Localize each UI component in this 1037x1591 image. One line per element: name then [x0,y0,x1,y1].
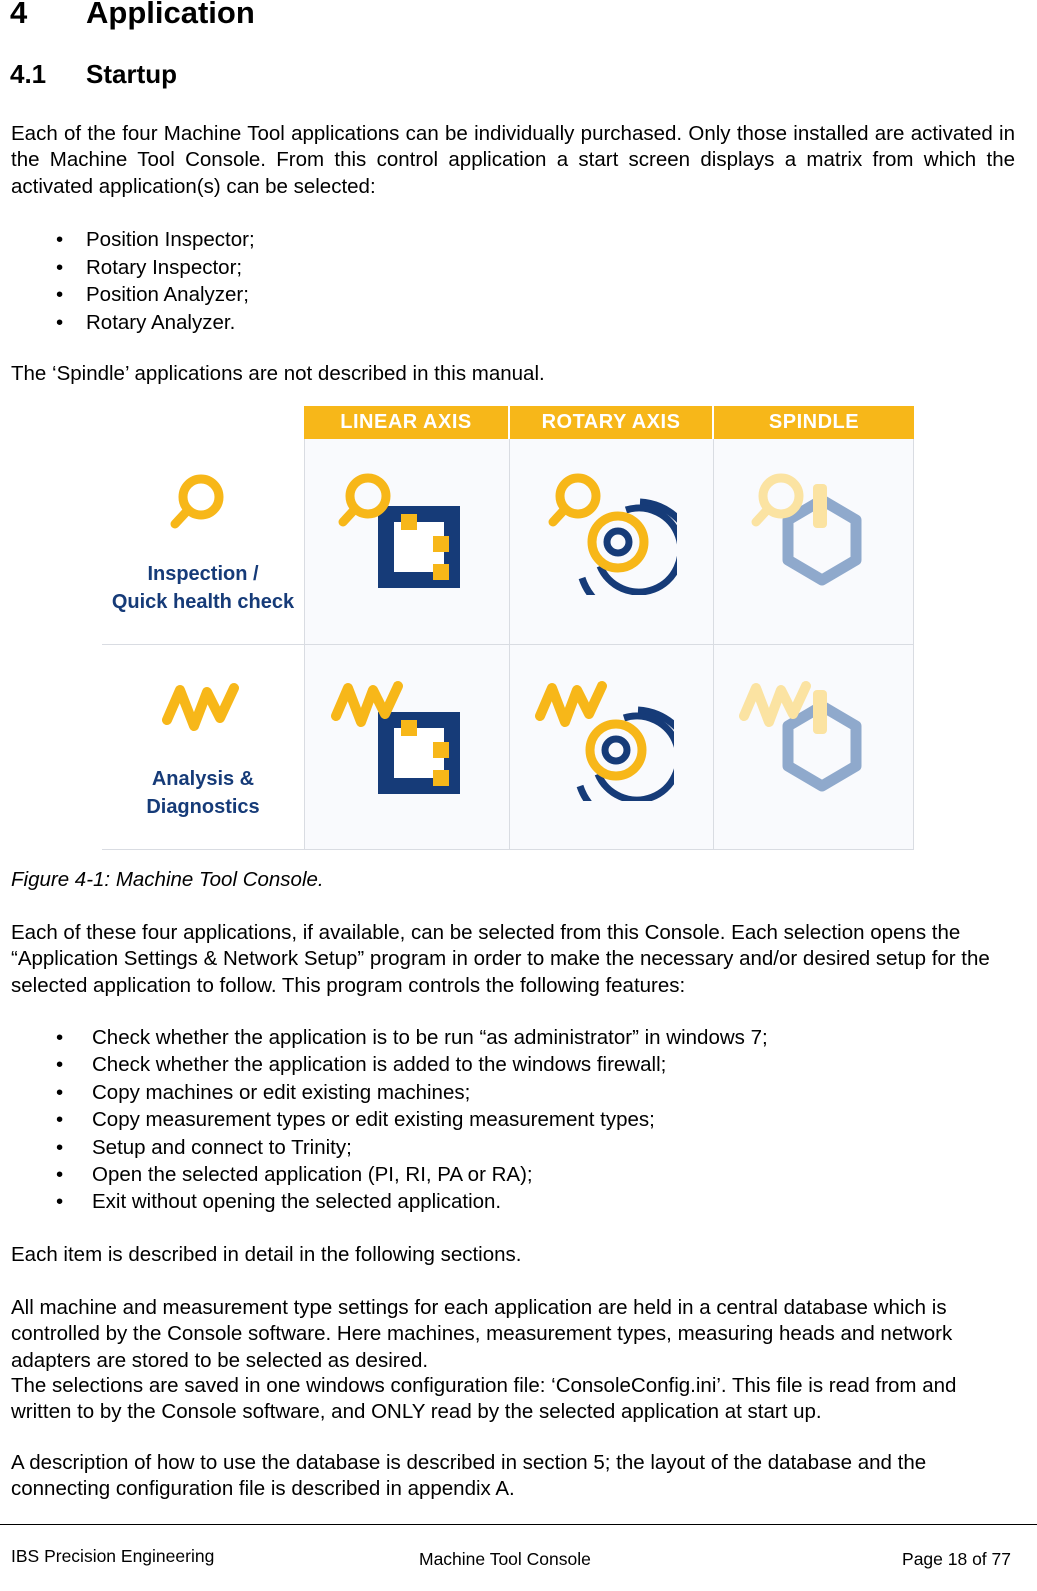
list-item-text: Check whether the application is added to the windows firewall; [92,1053,667,1077]
footer-divider [0,1524,1037,1525]
list-item-text: Position Analyzer; [86,283,249,307]
details-paragraph: Each item is described in detail in the following sections. [11,1243,522,1266]
section-title: Application [86,0,255,30]
footer-page-number: Page 18 of 77 [902,1549,1011,1569]
bullet: • [56,255,64,279]
list-item [0,1051,1000,1078]
after-figure-paragraph: Each of these four applications, if available, can be selected from this Console. Each selection opens the “Application Settings & Network Setup” program in order to make the necessary and/or desired setup for the selected application to follow. This program controls the following features: [11,921,990,997]
list-item-text: Copy measurement types or edit existing measurement types; [92,1108,655,1132]
row-label-line1: Inspection / [147,563,259,585]
row-label-analysis [102,765,304,821]
list-item [0,281,1000,309]
spindle-analysis-icon [738,676,878,806]
row-label-line2: Quick health check [111,591,295,613]
bullet: • [56,1080,64,1104]
bullet: • [56,1190,64,1214]
bullet: • [56,1053,64,1077]
rotary-axis-analysis-icon [534,676,674,801]
intro-paragraph: Each of the four Machine Tool applications can be individually purchased. Only those installed are activated in the Machine Tool Console. From this control application a start screen displays a matrix from which the activated application(s) can be selected: [11,122,1015,198]
list-item-text: Position Inspector; [86,228,255,251]
bullet: • [56,1162,64,1186]
list-item-text: Check whether the application is to be run “as administrator” in windows 7; [92,1026,768,1049]
spindle-note: The ‘Spindle’ applications are not described in this manual. [11,362,545,385]
spindle-inspection-icon [745,470,875,600]
row-label-line2: Diagnostics [146,796,260,818]
footer-document-title: Machine Tool Console [419,1549,591,1569]
figure-caption: Figure 4-1: Machine Tool Console. [11,868,324,891]
list-item [0,1079,1000,1106]
subsection-number: 4.1 [10,59,47,89]
linear-axis-analysis-icon [330,676,468,801]
application-list [0,226,1000,337]
column-header-linear-axis: LINEAR AXIS [304,406,508,439]
list-item [0,254,1000,282]
list-item [0,1161,1000,1188]
column-header-spindle: SPINDLE [714,406,914,439]
list-item [0,1134,1000,1161]
bullet: • [56,1135,64,1159]
list-item [0,1188,1000,1215]
row-label-inspection [102,560,304,616]
list-item-text: Exit without opening the selected application. [92,1190,502,1214]
list-item-text: Open the selected application (PI, RI, PA or RA); [92,1162,533,1186]
column-header-rotary-axis: ROTARY AXIS [510,406,712,439]
database-paragraph-3: A description of how to use the database is described in section 5; the layout of the database and the connecting configuration file is described in appendix A. [11,1451,927,1501]
list-item-text: Rotary Analyzer. [86,311,236,335]
list-item [0,1106,1000,1133]
subsection-title: Startup [86,59,177,89]
console-matrix-figure [102,406,914,850]
rotary-axis-inspection-icon [542,470,677,595]
bullet: • [56,1108,64,1132]
list-item-text: Rotary Inspector; [86,255,243,279]
list-item-text: Copy machines or edit existing machines; [92,1080,471,1104]
bullet: • [56,1026,64,1049]
database-paragraph-2: The selections are saved in one windows configuration file: ‘ConsoleConfig.ini’. This file is read from and written to by the Console software, and ONLY read by the selected application at start up. [11,1374,957,1424]
magnifier-icon [167,472,237,532]
section-number: 4 [10,0,28,30]
list-item-text: Setup and connect to Trinity; [92,1135,352,1159]
database-paragraph-1: All machine and measurement type settings for each application are held in a central database which is controlled by the Console software. Here machines, measurement types, measuring heads and network adapters are stored to be selected as desired. [11,1296,953,1372]
waveform-icon [162,678,242,738]
list-item [0,309,1000,337]
list-item [0,1024,1000,1051]
footer-company: IBS Precision Engineering [11,1546,215,1566]
bullet: • [56,283,64,307]
bullet: • [56,311,64,335]
bullet: • [56,228,64,251]
feature-list [0,1024,1000,1216]
linear-axis-inspection-icon [338,470,468,595]
list-item [0,226,1000,254]
row-label-line1: Analysis & [151,768,255,790]
